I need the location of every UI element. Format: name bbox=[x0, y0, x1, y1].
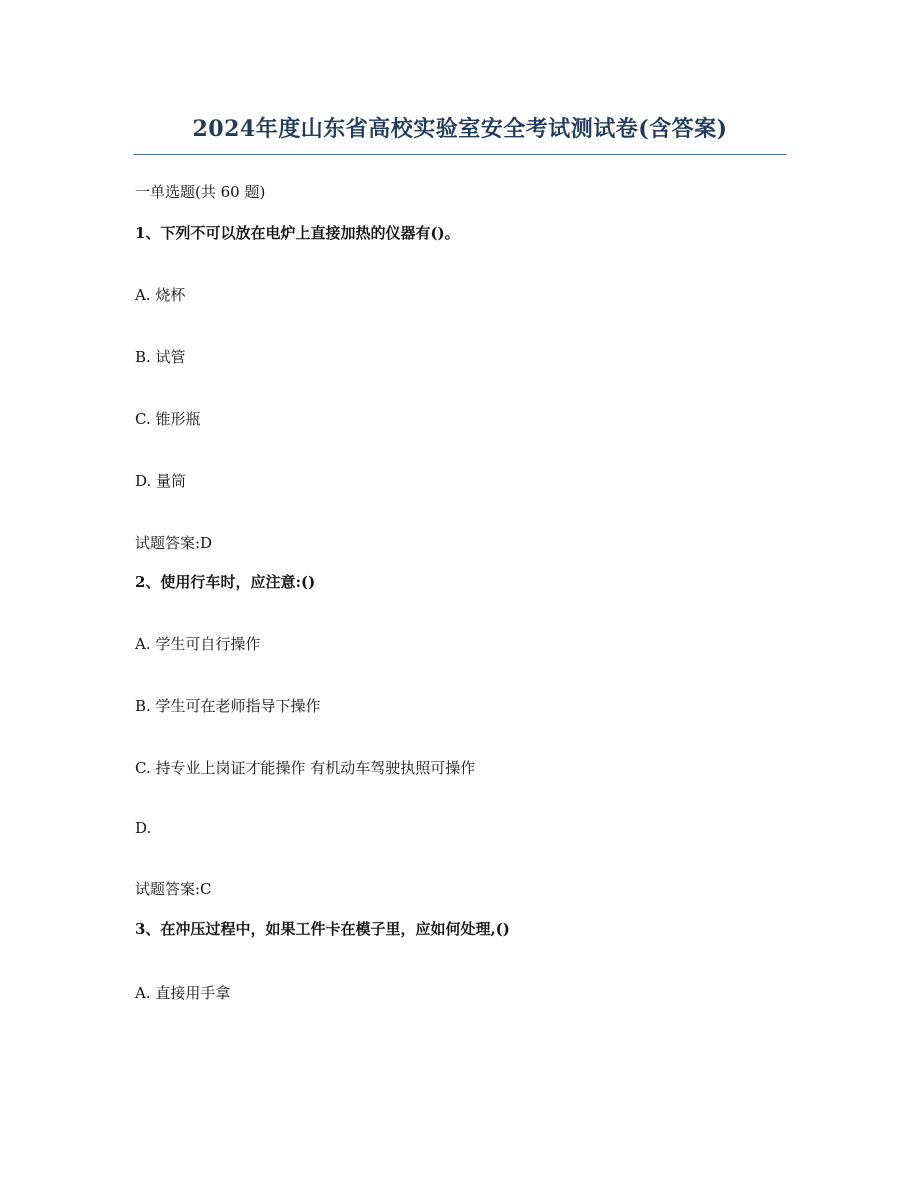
question-1-stem: 1、下列不可以放在电炉上直接加热的仪器有()。 bbox=[135, 224, 460, 242]
document-title: 2024年度山东省高校实验室安全考试测试卷(含答案) bbox=[192, 116, 728, 142]
question-1-answer: 试题答案:D bbox=[135, 534, 213, 552]
question-1-option-c: C. 锥形瓶 bbox=[135, 410, 201, 428]
question-2-stem: 2、使用行车时，应注意:() bbox=[135, 573, 316, 591]
question-1-option-d: D. 量筒 bbox=[135, 472, 187, 490]
question-1-option-b: B. 试管 bbox=[135, 348, 186, 366]
question-3-option-a: A. 直接用手拿 bbox=[135, 984, 231, 1002]
question-2-answer: 试题答案:C bbox=[135, 880, 212, 898]
question-2-option-d: D. bbox=[135, 819, 152, 837]
question-2-option-b: B. 学生可在老师指导下操作 bbox=[135, 697, 321, 715]
question-2-option-c: C. 持专业上岗证才能操作 有机动车驾驶执照可操作 bbox=[135, 759, 476, 777]
question-2-option-a: A. 学生可自行操作 bbox=[135, 635, 261, 653]
title-underline bbox=[133, 154, 787, 155]
question-1-option-a: A. 烧杯 bbox=[135, 286, 186, 304]
section-heading: 一单选题(共 60 题) bbox=[135, 183, 266, 201]
question-3-stem: 3、在冲压过程中，如果工件卡在模子里，应如何处理,() bbox=[135, 920, 510, 938]
